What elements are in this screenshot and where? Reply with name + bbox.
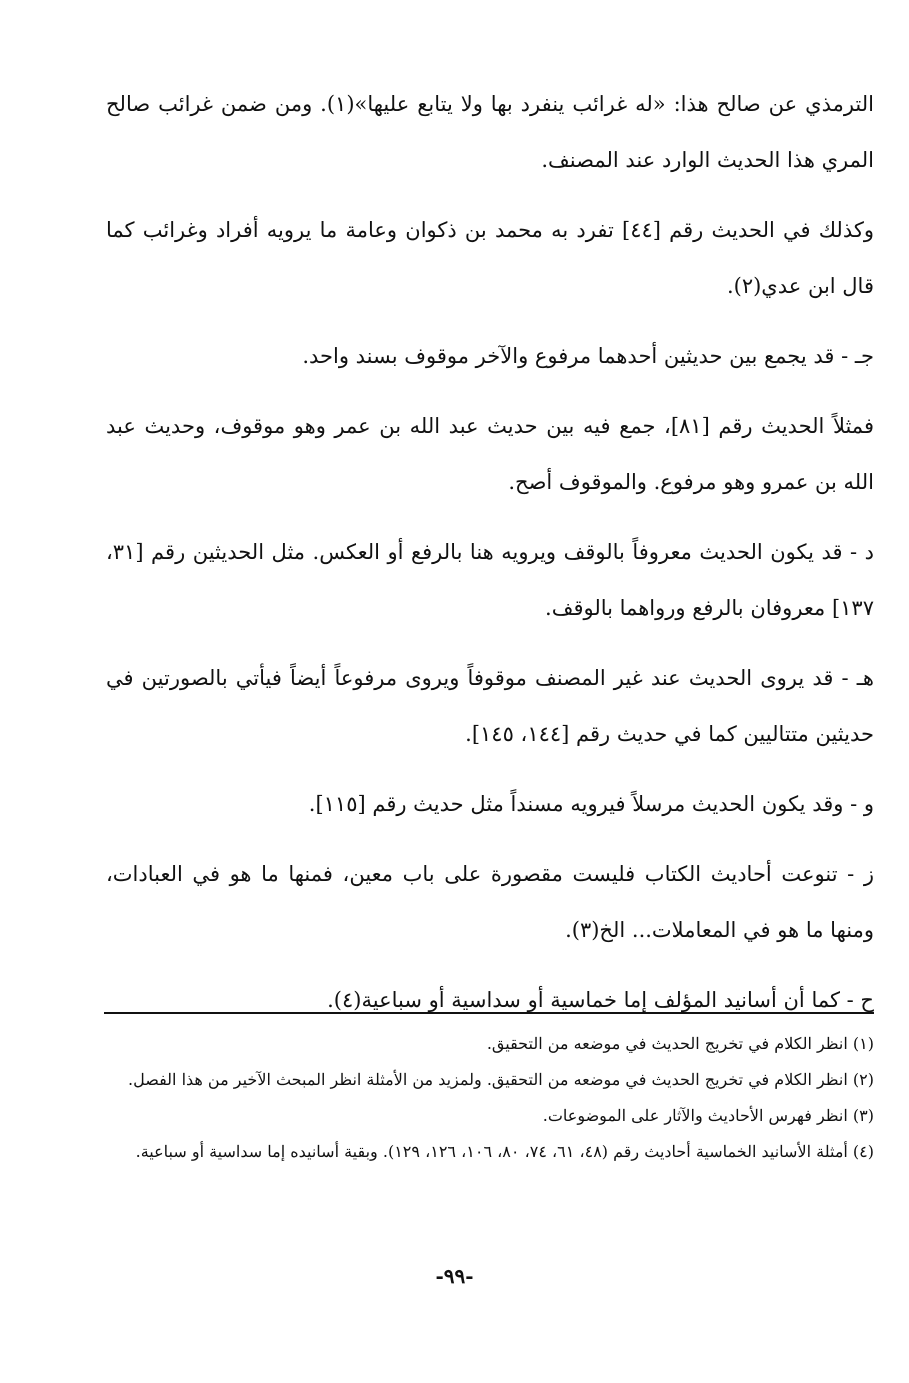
footnote-3: (٣) انظر فهرس الأحاديث والآثار على الموضوعات. (542, 1106, 874, 1125)
paragraph-3: جـ - قد يجمع بين حديثين أحدهما مرفوع والآخر موقوف بسند واحد. (302, 344, 874, 368)
footnote-2: (٢) انظر الكلام في تخريج الحديث في موضعه من التحقيق. ولمزيد من الأمثلة انظر المبحث الآخير من هذا الفصل. (127, 1070, 874, 1089)
paragraph-4: فمثلاً الحديث رقم [٨١]، جمع فيه بين حديث عبد الله بن عمر وهو موقوف، وحديث عبد الله بن عمرو وهو مرفوع. والموقوف أصح. (106, 414, 874, 494)
paragraph-9: ح - كما أن أسانيد المؤلف إما خماسية أو سداسية أو سباعية(٤). (327, 988, 874, 1012)
paragraph-1: الترمذي عن صالح هذا: «له غرائب ينفرد بها ولا يتابع عليها»(١). ومن ضمن غرائب صالح المري هذا الحديث الوارد عند المصنف. (106, 92, 874, 172)
paragraph-2: وكذلك في الحديث رقم [٤٤] تفرد به محمد بن ذكوان وعامة ما يرويه أفراد وغرائب كما قال ابن عدي(٢). (106, 218, 874, 298)
footnote-divider (104, 1012, 874, 1014)
paragraph-5: د - قد يكون الحديث معروفاً بالوقف ويرويه هنا بالرفع أو العكس. مثل الحديثين رقم [٣١، ١٣٧] معروفان بالرفع ورواهما بالوقف. (106, 540, 874, 620)
footnote-4: (٤) أمثلة الأسانيد الخماسية أحاديث رقم (٤٨، ٦١، ٧٤، ٨٠، ١٠٦، ١٢٦، ١٢٩). وبقية أسانيده إما سداسية أو سباعية. (135, 1142, 874, 1161)
page-number: -٩٩- (435, 1264, 474, 1288)
footnotes (104, 1026, 874, 1170)
footnote-1: (١) انظر الكلام في تخريج الحديث في موضعه من التحقيق. (486, 1034, 874, 1053)
paragraph-6: هـ - قد يروى الحديث عند غير المصنف موقوفاً ويروى مرفوعاً أيضاً فيأتي بالصورتين في حديثين متتاليين كما في حديث رقم [١٤٤، ١٤٥]. (106, 666, 874, 746)
paragraph-7: و - وقد يكون الحديث مرسلاً فيرويه مسنداً مثل حديث رقم [١١٥]. (308, 792, 874, 816)
paragraph-8: ز - تنوعت أحاديث الكتاب فليست مقصورة على باب معين، فمنها ما هو في العبادات، ومنها ما هو في المعاملات... الخ(٣). (106, 862, 874, 942)
main-text (106, 76, 874, 1042)
